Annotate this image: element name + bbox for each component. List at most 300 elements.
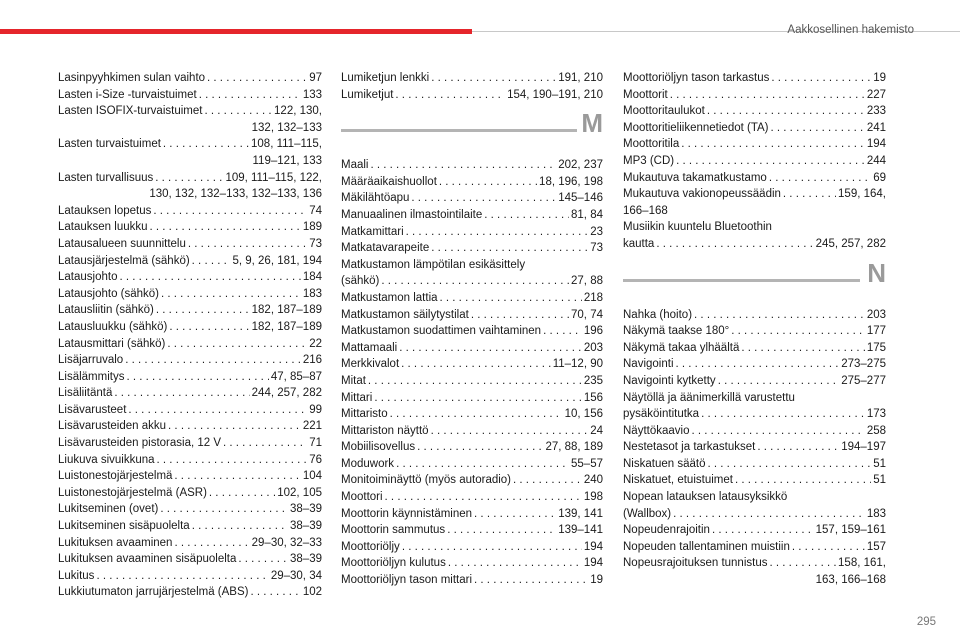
index-entry-line [623,356,886,373]
index-entry-label: Moottoritila [623,138,680,151]
index-entry-label: Nopeudenrajoitin [623,524,710,537]
index-entry-label: Moottoritaulukot [623,105,705,118]
index-entry-label: Moottoriöljyn tason mittari [341,574,473,587]
leader-dots [701,406,865,423]
index-entry-label: Moottorin käynnistäminen [341,507,473,520]
index-entry-line [58,319,322,336]
index-entry-label: Niskatuen säätö [623,457,706,470]
index-entry[interactable] [341,356,603,373]
leader-dots [431,240,588,257]
index-entry-line [58,402,322,419]
index-entry[interactable] [341,224,603,241]
index-entry-line [623,186,886,203]
index-entry[interactable] [341,87,603,104]
index-entry[interactable] [623,522,886,539]
index-entry[interactable] [341,240,603,257]
index-entry-line [341,572,603,589]
index-entry-label: Latausalueen suunnittelu [58,237,186,250]
index-entry-pages-cont: 166–168 [623,204,668,217]
index-entry-pages: 5, 9, 26, 181, 194 [232,254,322,267]
index-entry[interactable] [58,584,322,601]
index-entry-label: Moduwork [341,457,395,470]
index-entry-label: Liukuva sivuikkuna [58,453,155,466]
index-entry[interactable] [623,423,886,440]
index-entry[interactable] [341,307,603,324]
index-entry[interactable] [623,170,886,187]
index-entry[interactable] [341,323,603,340]
index-entry-pages: 202, 237 [558,159,603,172]
index-entry-pages: 122, 130, [274,105,322,118]
index-entry-line [623,506,886,523]
index-entry[interactable] [623,186,886,219]
index-entry-line [623,170,886,187]
index-entry-line [58,302,322,319]
index-entry-pages: 74 [309,204,322,217]
leader-dots [374,390,582,407]
leader-dots [395,87,505,104]
leader-dots [474,572,588,589]
index-entry-line [58,103,322,120]
index-entry-label: Mukautuva takamatkustamo [623,171,767,184]
index-entry-label: Navigointi [623,358,674,371]
index-entry[interactable] [341,439,603,456]
index-entry[interactable] [58,352,322,369]
leader-dots [174,535,249,552]
index-entry-pages: 27, 88 [571,275,603,288]
leader-dots [169,319,249,336]
index-entry[interactable] [341,472,603,489]
index-entry[interactable] [58,336,322,353]
index-entry-line [58,385,322,402]
index-entry[interactable] [58,402,322,419]
leader-dots [406,224,589,241]
index-entry[interactable] [623,120,886,137]
index-entry-pages: 221 [302,420,322,433]
index-entry-line [341,273,603,290]
leader-dots [670,87,865,104]
index-entry[interactable] [341,190,603,207]
index-entry[interactable] [623,489,886,522]
index-entry-pages: 218 [583,291,603,304]
index-entry-pages: 194 [583,540,603,553]
index-entry[interactable] [341,157,603,174]
index-entry[interactable] [58,535,322,552]
index-entry-pages: 233 [866,105,886,118]
index-entry[interactable] [341,257,603,290]
index-entry-pages: 19 [873,72,886,84]
index-entry-label-cont: pysäköintitutka [623,408,700,421]
index-entry-line [623,136,886,153]
index-entry-pages: 47, 85–87 [270,370,322,383]
index-entry-pages: 73 [590,242,603,255]
index-entry-line [58,518,322,535]
index-entry[interactable] [341,207,603,224]
index-entry[interactable] [58,319,322,336]
index-entry-line [58,136,322,153]
index-entry-pages: 183 [866,507,886,520]
index-entry-label: Nopean latauksen latausyksikkö [623,491,788,504]
index-entry-line [58,352,322,369]
index-entry-pages: 19 [590,574,603,587]
index-entry-line [623,439,886,456]
leader-dots [769,170,871,187]
index-entry-pages: 194–197 [841,441,886,454]
index-entry-line [341,70,603,87]
index-entry[interactable] [341,373,603,390]
leader-dots [431,70,556,87]
index-entry-label: Lasten turvaistuimet [58,138,161,151]
index-entry[interactable] [623,323,886,340]
index-entry-line [58,369,322,386]
index-entry-label: Lisävarusteet [58,403,127,416]
index-entry-pages: 235 [583,374,603,387]
section-rule [341,129,577,132]
leader-dots [119,269,300,286]
index-entry-label: Matkatavarapeite [341,242,430,255]
leader-dots [385,489,582,506]
index-entry[interactable] [623,356,886,373]
index-entry[interactable] [341,70,603,87]
leader-dots [128,402,307,419]
leader-dots [96,568,268,585]
index-entry-line [623,307,886,324]
leader-dots [156,302,250,319]
leader-dots [431,423,589,440]
index-entry-line [341,489,603,506]
leader-dots [126,369,268,386]
index-entry[interactable] [58,302,322,319]
index-entry-line [623,456,886,473]
index-entry[interactable] [623,153,886,170]
index-entry-label: Latausjohto (sähkö) [58,287,160,300]
index-entry-line [341,472,603,489]
index-entry-pages: 189 [302,221,322,234]
index-entry[interactable] [623,103,886,120]
leader-dots [681,136,865,153]
index-entry-line [623,555,886,572]
index-entry-line [623,406,886,423]
index-entry-line [58,468,322,485]
index-entry[interactable] [623,539,886,556]
index-entry-pages: 69 [873,171,886,184]
leader-dots [543,323,582,340]
index-entry-line [58,535,322,552]
index-entry-label: Nahka (hoito) [623,308,693,321]
index-entry[interactable] [58,418,322,435]
index-entry[interactable] [341,174,603,191]
index-entry[interactable] [623,472,886,489]
index-entry[interactable] [58,286,322,303]
index-entry-pages: 273–275 [841,358,886,371]
index-entry[interactable] [58,170,322,203]
index-entry-pages: 182, 187–189 [251,320,322,333]
index-entry-label: Nopeuden tallentaminen muistiin [623,540,790,553]
index-entry-line [341,340,603,357]
index-entry[interactable] [58,369,322,386]
index-entry-pages: 38–39 [290,520,322,533]
index-entry-label: Latausliitin (sähkö) [58,304,154,317]
index-entry[interactable] [341,572,603,589]
leader-dots [411,190,556,207]
index-entry-line [58,286,322,303]
index-entry-pages: 18, 196, 198 [539,175,603,188]
index-entry[interactable] [58,551,322,568]
index-entry[interactable] [58,203,322,220]
index-entry-pages: 198 [583,491,603,504]
index-entry-line [341,555,603,572]
index-entry-line [623,522,886,539]
index-entry-line [341,87,603,104]
leader-dots [448,555,582,572]
leader-dots [707,103,865,120]
index-entry-pages: 183 [302,287,322,300]
page-header-title: Aakkosellinen hakemisto [787,24,914,36]
index-entry-pages: 173 [866,408,886,421]
leader-dots [207,70,307,87]
leader-dots [712,522,814,539]
index-entry-label: Mukautuva vakionopeussäädin [623,188,781,201]
leader-dots [694,307,865,324]
index-entry-pages: 24 [590,424,603,437]
index-entry-pages-cont: 163, 166–168 [815,574,886,587]
index-entry[interactable] [341,539,603,556]
index-entry-label: Lukituksen avaaminen [58,536,173,549]
leader-dots [401,356,551,373]
leader-dots [168,418,301,435]
index-entry[interactable] [623,456,886,473]
index-entry-label: Latauksen luukku [58,221,148,234]
index-entry-label: Mittaristo [341,408,388,421]
index-entry-line [341,157,603,174]
index-entry[interactable] [623,307,886,324]
index-entry-label: Lasinpyyhkimen sulan vaihto [58,72,206,84]
index-entry-line [58,170,322,187]
section-header [623,257,886,297]
index-entry[interactable] [58,452,322,469]
index-entry-label: Moottorit [623,88,668,101]
index-entry-label: Lisälämmitys [58,370,125,383]
index-entry-pages: 275–277 [841,374,886,387]
index-entry[interactable] [58,435,322,452]
index-entry[interactable] [623,373,886,390]
leader-dots [707,456,871,473]
leader-dots [192,518,288,535]
leader-dots [381,273,569,290]
index-entry[interactable] [58,468,322,485]
index-entry-pages: 227 [866,88,886,101]
index-entry-label: Lisävarusteiden akku [58,420,167,433]
index-entry-pages: 29–30, 32–33 [251,536,322,549]
index-entry[interactable] [58,87,322,104]
index-entry-line [58,70,322,87]
index-entry-pages: 38–39 [290,503,322,516]
index-entry-pages: 76 [309,453,322,466]
index-entry-pages: 157 [866,540,886,553]
leader-dots [402,539,582,556]
index-entry[interactable] [623,555,886,588]
index-entry[interactable] [623,340,886,357]
index-entry-label: Moottoriöljy [341,540,400,553]
index-entry-label: Matkamittari [341,225,404,238]
index-entry-line [58,418,322,435]
leader-dots [741,340,864,357]
index-entry[interactable] [58,501,322,518]
index-entry-line [623,423,886,440]
index-entry[interactable] [623,219,886,252]
index-entry-label: Moottori [341,491,383,504]
index-entry-label: Latausmittari (sähkö) [58,337,166,350]
index-entry[interactable] [58,103,322,136]
index-entry-line [58,435,322,452]
index-entry-label: Lasten ISOFIX-turvaistuimet [58,105,203,118]
leader-dots [673,506,865,523]
leader-dots [250,584,300,601]
index-entry[interactable] [341,555,603,572]
header-accent-bar [0,29,472,34]
index-entry-line [58,485,322,502]
index-entry-line [341,307,603,324]
index-entry-label: Matkustamon säilytystilat [341,308,469,321]
index-entry[interactable] [341,506,603,523]
index-entry-label: Latausjärjestelmä (sähkö) [58,254,190,267]
index-entry-label: Lumiketjun lenkki [341,72,430,84]
leader-dots [199,87,301,104]
index-entry-line [341,539,603,556]
index-entry-line [341,439,603,456]
index-entry-line [58,253,322,270]
index-entry-label: Mobiilisovellus [341,441,416,454]
index-entry[interactable] [58,385,322,402]
index-entry-pages: 154, 190–191, 210 [507,88,603,101]
leader-dots [676,153,865,170]
index-entry-label: Matkustamon lämpötilan esikäsittely [341,258,526,271]
index-entry-pages: 245, 257, 282 [815,237,886,250]
index-entry-label: Lukitseminen (ovet) [58,503,159,516]
index-entry[interactable] [341,290,603,307]
index-entry[interactable] [341,456,603,473]
index-entry-label: Nestetasot ja tarkastukset [623,441,756,454]
index-entry[interactable] [58,236,322,253]
index-entry-line [623,236,886,253]
leader-dots [474,506,556,523]
index-entry[interactable] [623,87,886,104]
index-entry-pages: 29–30, 34 [270,569,322,582]
index-entry-label: Lisävarusteiden pistorasia, 12 V [58,437,222,450]
index-entry[interactable] [341,406,603,423]
index-entry[interactable] [341,423,603,440]
index-entry[interactable] [341,522,603,539]
leader-dots [368,373,582,390]
index-entry-label: Moottoriöljyn tason tarkastus [623,72,770,84]
leader-dots [440,290,582,307]
index-entry[interactable] [341,340,603,357]
index-entry[interactable] [623,390,886,423]
index-entry-label: Latauksen lopetus [58,204,152,217]
index-entry[interactable] [623,70,886,87]
section-letter: M [581,108,603,139]
index-entry[interactable] [58,269,322,286]
index-entry-pages: 184 [302,271,322,284]
index-entry-line [341,390,603,407]
index-entry-line [341,190,603,207]
leader-dots [731,323,865,340]
index-entry-label-cont: (sähkö) [341,275,380,288]
index-entry-pages: 203 [866,308,886,321]
index-entry-pages: 203 [583,341,603,354]
index-entry-pages: 145–146 [558,192,603,205]
index-entry[interactable] [341,489,603,506]
index-column-2 [341,70,603,589]
index-entry-label: Luistonestojärjestelmä [58,470,173,483]
index-entry-pages: 241 [866,121,886,134]
leader-dots [676,356,840,373]
index-entry-line [341,207,603,224]
index-entry-label: Näkymä takaa ylhäältä [623,341,740,354]
leader-dots [160,501,288,518]
index-entry-label: Lasten i-Size -turvaistuimet [58,88,197,101]
index-entry-pages: 108, 111–115, [251,138,322,151]
index-entry-pages: 109, 111–115, 122, [225,171,322,184]
index-entry[interactable] [58,485,322,502]
index-entry[interactable] [623,439,886,456]
page-number: 295 [916,616,936,628]
index-entry-label-cont: kautta [623,237,655,250]
index-entry-line [341,240,603,257]
leader-dots [238,551,288,568]
index-entry[interactable] [58,136,322,169]
index-entry-pages: 70, 74 [571,308,603,321]
index-entry[interactable] [341,390,603,407]
leader-dots [417,439,543,456]
index-entry-pages: 97 [309,72,322,84]
index-entry-pages: 73 [309,237,322,250]
index-entry-label: Lukitseminen sisäpuolelta [58,520,190,533]
index-entry-pages: 159, 164, [838,188,886,201]
leader-dots [691,423,864,440]
index-entry-pages: 194 [583,557,603,570]
leader-dots [439,174,537,191]
index-entry-line [623,539,886,556]
index-entry-pages-cont: 119–121, 133 [252,154,322,167]
index-entry[interactable] [58,219,322,236]
index-entry-line [58,203,322,220]
index-entry[interactable] [58,253,322,270]
leader-dots [155,170,223,187]
leader-dots [223,435,307,452]
index-entry-line [623,323,886,340]
index-entry-label: Näytöllä ja äänimerkillä varustettu [623,391,795,404]
index-entry[interactable] [58,70,322,87]
index-entry-line [341,506,603,523]
index-entry-pages: 139–141 [558,524,603,537]
leader-dots [188,236,307,253]
index-entry[interactable] [623,136,886,153]
index-entry-label: Maali [341,159,369,172]
index-entry-label-cont: (Wallbox) [623,507,672,520]
index-entry-label: Määräaikaishuollot [341,175,437,188]
index-entry-label: Mattamaali [341,341,398,354]
index-entry-line [623,87,886,104]
index-entry-line [623,70,886,87]
leader-dots [783,186,836,203]
leader-dots [771,70,871,87]
index-entry-pages-cont: 132, 132–133 [251,121,322,134]
index-entry[interactable] [58,568,322,585]
index-entry[interactable] [58,518,322,535]
index-entry-pages: 51 [873,474,886,487]
leader-dots [370,157,556,174]
index-column-3 [623,70,886,589]
